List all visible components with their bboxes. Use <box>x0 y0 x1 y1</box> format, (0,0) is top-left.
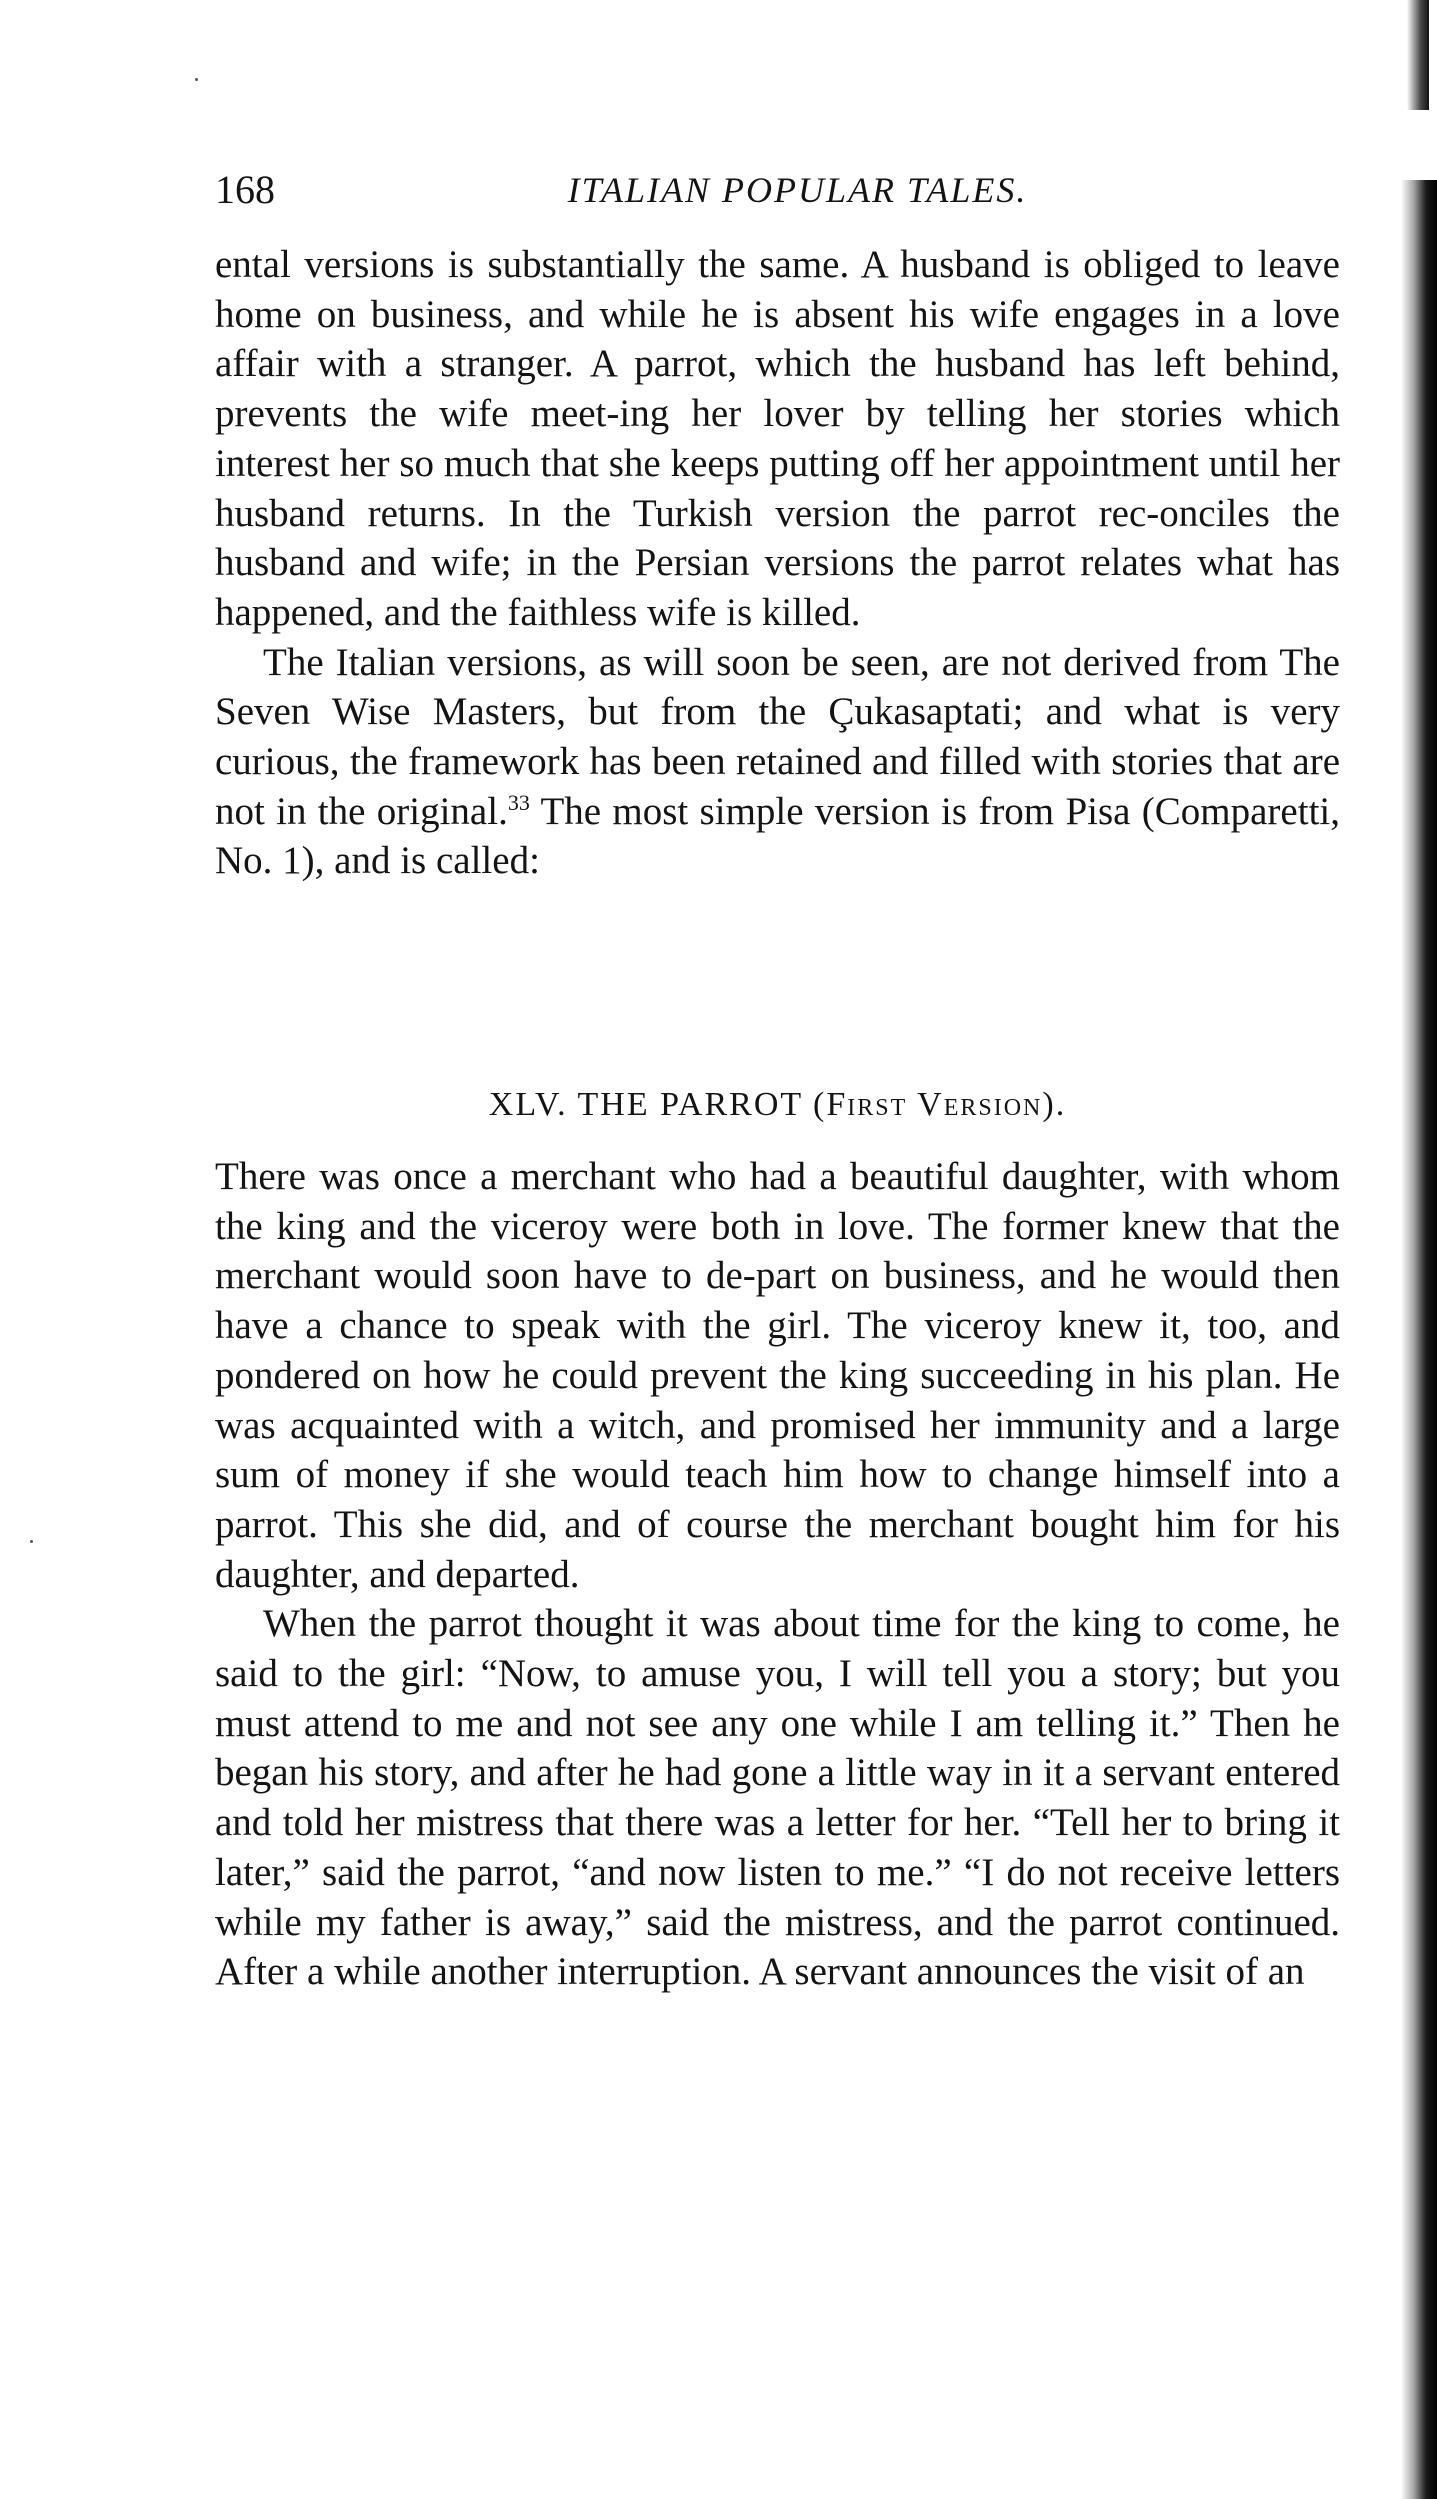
intro-text <box>215 240 1340 886</box>
page-edge-shadow <box>1401 180 1437 2499</box>
intro-paragraph-2-text: The Italian versions, as will soon be seen, are not derived from The Seven Wise Masters, but from the Çukasaptati; and what is very curious, the framework has been retained and filled with stories that are not in the original. <box>215 640 1340 833</box>
section-heading-main: XLV. THE PARROT ( <box>488 1086 827 1123</box>
intro-paragraph-1: ental versions is substantially the same. A husband is obliged to leave home on business, and while he is absent his wife engages in a love affair with a stranger. A parrot, which the husband has left behind, prevents the wife meet-ing her lover by telling her stories which interest her so much that she keeps putting off her appointment until her husband returns. In the Turkish version the parrot rec-onciles the husband and wife; in the Persian versions the parrot relates what has happened, and the faithless wife is killed. <box>215 243 1340 634</box>
story-text <box>215 1152 1340 1997</box>
intro-paragraph-2-tail: The most simple version is from Pisa (Comparetti, No. 1), and is called: <box>215 789 1340 883</box>
page-number: 168 <box>215 167 275 212</box>
page-header <box>215 160 1340 220</box>
section-heading-version: First Version <box>826 1086 1043 1123</box>
page-edge-shadow-top <box>1407 0 1429 110</box>
running-title: ITALIAN POPULAR TALES. <box>567 170 1028 210</box>
dust-speck <box>195 78 198 81</box>
section-heading-close: ). <box>1042 1086 1067 1123</box>
story-paragraph-1: There was once a merchant who had a beautiful daughter, with whom the king and the viceroy were both in love. The former knew that the merchant would soon have to de-part on business, and he would then have a chance to speak with the girl. The viceroy knew it, too, and pondered on how he could prevent the king succeeding in his plan. He was acquainted with a witch, and promised her immunity and a large sum of money if she would teach him how to change himself into a parrot. This she did, and of course the merchant bought him for his daughter, and departed. <box>215 1155 1340 1596</box>
dust-speck <box>30 1540 33 1543</box>
section-heading <box>215 1080 1340 1130</box>
intro-paragraph-2 <box>215 638 1340 887</box>
footnote-marker: 33 <box>507 789 530 815</box>
story-paragraph-2: When the parrot thought it was about time for the king to come, he said to the girl: “Now, to amuse you, I will tell you a story; but you must attend to me and not see any one while I am telling it.” Then he began his story, and after he had gone a little way in it a servant entered and told her mistress that there was a letter for her. “Tell her to bring it later,” said the parrot, “and now listen to me.” “I do not receive letters while my father is away,” said the mistress, and the parrot continued. After a while another interruption. A servant announces the visit of an <box>215 1602 1340 1994</box>
